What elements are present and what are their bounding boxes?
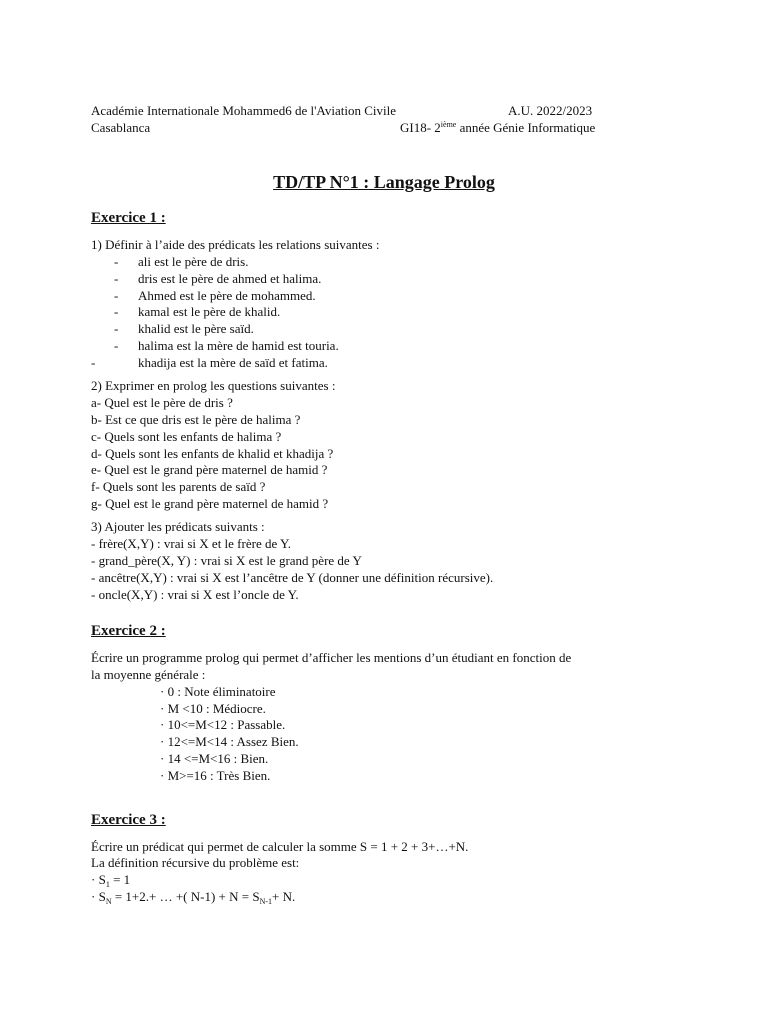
ex1-q1-intro: 1) Définir à l’aide des prédicats les relations suivantes : xyxy=(91,237,380,252)
list-item: · 12<=M<14 : Assez Bien. xyxy=(160,734,299,749)
institution-name: Académie Internationale Mohammed6 de l'Aviation Civile xyxy=(91,103,396,118)
ex1-q2-intro: 2) Exprimer en prolog les questions suivantes : xyxy=(91,378,336,393)
formula-suffix: + N. xyxy=(272,889,296,904)
list-bullet: - xyxy=(114,321,119,336)
list-item: khalid est le père saïd. xyxy=(138,321,254,336)
list-item: a- Quel est le père de dris ? xyxy=(91,395,233,410)
list-bullet: - xyxy=(91,355,96,370)
list-item: · 14 <=M<16 : Bien. xyxy=(160,751,269,766)
exercise-3-heading: Exercice 3 : xyxy=(91,812,166,828)
list-item: dris est le père de ahmed et halima. xyxy=(138,271,322,286)
formula-prefix: · S xyxy=(91,872,106,887)
list-item: - ancêtre(X,Y) : vrai si X est l’ancêtre de Y (donner une définition récursive). xyxy=(91,570,494,585)
formula-middle: = 1+2.+ … +( N-1) + N = S xyxy=(111,889,260,904)
exercise-2-heading: Exercice 2 : xyxy=(91,623,166,639)
ex1-q3-intro: 3) Ajouter les prédicats suivants : xyxy=(91,519,265,534)
city: Casablanca xyxy=(91,120,151,135)
class-sup: ième xyxy=(440,120,457,129)
formula-suffix: = 1 xyxy=(109,872,131,887)
list-item: Ahmed est le père de mohammed. xyxy=(138,288,316,303)
ex2-intro-line2: la moyenne générale : xyxy=(91,667,206,682)
formula-subscript: 1 xyxy=(105,880,110,889)
list-bullet: - xyxy=(114,271,119,286)
list-item: f- Quels sont les parents de saïd ? xyxy=(91,479,266,494)
list-bullet: - xyxy=(114,338,119,353)
ex3-line1: Écrire un prédicat qui permet de calculer la somme S = 1 + 2 + 3+…+N. xyxy=(91,839,469,854)
list-bullet: - xyxy=(114,304,119,319)
ex2-intro-line1: Écrire un programme prolog qui permet d’afficher les mentions d’un étudiant en fonction de xyxy=(91,650,572,665)
class-info xyxy=(400,120,595,136)
ex3-formula-sn xyxy=(91,889,295,910)
formula-subscript: N xyxy=(105,897,112,906)
list-item: b- Est ce que dris est le père de halima ? xyxy=(91,412,301,427)
academic-year: A.U. 2022/2023 xyxy=(508,103,593,118)
list-item: d- Quels sont les enfants de khalid et khadija ? xyxy=(91,446,334,461)
list-item: - oncle(X,Y) : vrai si X est l’oncle de Y. xyxy=(91,587,299,602)
ex3-line2: La définition récursive du problème est: xyxy=(91,855,300,870)
list-item: kamal est le père de khalid. xyxy=(138,304,281,319)
list-item: - frère(X,Y) : vrai si X et le frère de Y. xyxy=(91,536,291,551)
list-bullet: - xyxy=(114,254,119,269)
list-item: · 0 : Note éliminatoire xyxy=(160,684,276,699)
formula-prefix: · S xyxy=(91,889,106,904)
list-item: khadija est la mère de saïd et fatima. xyxy=(138,355,328,370)
list-item: · M>=16 : Très Bien. xyxy=(160,768,271,783)
list-bullet: - xyxy=(114,288,119,303)
list-item: g- Quel est le grand père maternel de hamid ? xyxy=(91,496,329,511)
page-title: TD/TP N°1 : Langage Prolog xyxy=(273,172,495,192)
list-item: ali est le père de dris. xyxy=(138,254,249,269)
formula-subscript-2: N-1 xyxy=(259,897,273,906)
list-item: halima est la mère de hamid est touria. xyxy=(138,338,339,353)
exercise-1-heading: Exercice 1 : xyxy=(91,210,166,226)
list-item: c- Quels sont les enfants de halima ? xyxy=(91,429,282,444)
class-suffix: année Génie Informatique xyxy=(456,120,596,135)
list-item: - grand_père(X, Y) : vrai si X est le grand père de Y xyxy=(91,553,362,568)
list-item: e- Quel est le grand père maternel de hamid ? xyxy=(91,462,328,477)
list-item: · 10<=M<12 : Passable. xyxy=(160,717,286,732)
list-item: · M <10 : Médiocre. xyxy=(160,701,266,716)
class-prefix: GI18- 2 xyxy=(400,120,441,135)
